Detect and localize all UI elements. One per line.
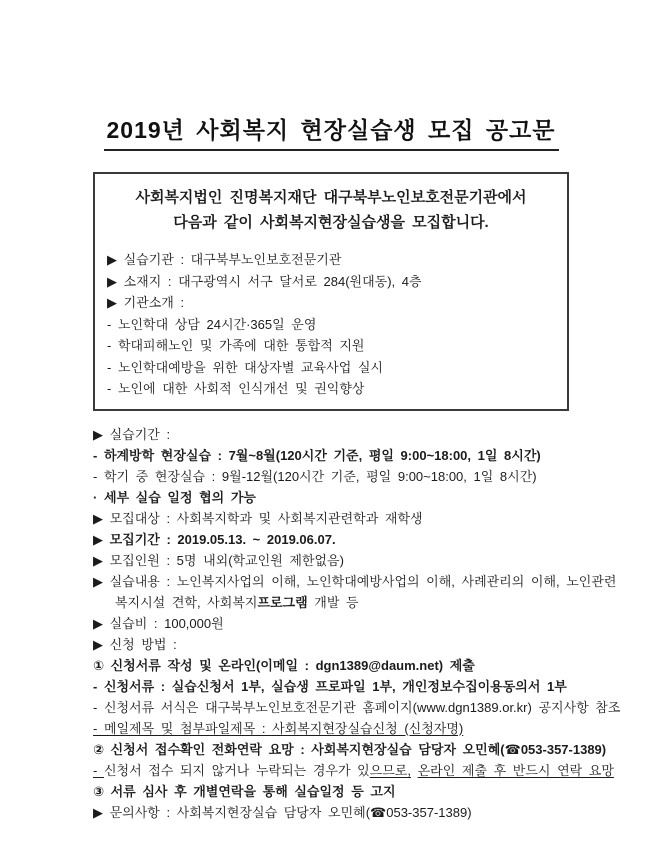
text-segment: - (93, 762, 104, 778)
text-segment: ① 신청서류 작성 및 온라인(이메일 : dgn1389@daum.net) 제출 (93, 657, 475, 673)
text-segment: - 노인에 대한 사회적 인식개선 및 권익향상 (107, 381, 365, 396)
text-segment: ▶ 기관소개 : (107, 295, 185, 310)
text-segment: ▶ 소재지 : 대구광역시 서구 달서로 284(원대동), 4층 (107, 273, 422, 289)
text-segment: ▶ 실습비 : 100,000원 (93, 615, 224, 631)
text-segment: ▶ 모집기간 : 2019.05.13. ~ 2019.06.07. (93, 531, 336, 547)
text-segment: 신청서 접수 되지 않거나 누락되는 경우가 있 (103, 762, 370, 778)
intro-box-line (107, 271, 555, 293)
body-line (93, 676, 569, 697)
text-segment: ▶ 문의사항 : 사회복지현장실습 담당자 오민혜(☎053-357-1389) (93, 804, 472, 820)
text-segment: - 신청서류 서식은 대구북부노인보호전문기관 홈페이지(www.dgn1389.or.kr) 공지사항 참조 (93, 699, 621, 715)
text-segment: ▶ 모집대상 : 사회복지학과 및 사회복지관련학과 재학생 (93, 510, 423, 526)
intro-box-lines (107, 249, 555, 400)
text-segment: - 노인학대예방을 위한 대상자별 교육사업 실시 (107, 359, 383, 375)
text-segment: ② 신청서 접수확인 전화연락 요망 : 사회복지현장실습 담당자 오민혜(☎053-357-1389) (93, 741, 607, 757)
text-segment: 온라인 제출 후 반드시 연락 요망 (417, 762, 614, 778)
body-line (93, 445, 569, 466)
body-line (93, 634, 569, 655)
intro-heading-line1: 사회복지법인 진명복지재단 대구북부노인보호전문기관에서 (135, 189, 527, 206)
body-line (93, 466, 569, 487)
intro-box-line (107, 357, 555, 379)
intro-box-line (107, 249, 555, 271)
body-line (93, 529, 569, 550)
text-segment: 복지시설 견학, 사회복지 (115, 594, 258, 610)
intro-heading-line2: 다음과 같이 사회복지현장실습생을 모집합니다. (173, 214, 489, 231)
text-segment: - 학대피해노인 및 가족에 대한 통합적 지원 (107, 338, 365, 353)
text-segment: 개발 등 (307, 594, 359, 610)
intro-box-heading (107, 185, 555, 235)
body-line (93, 655, 569, 676)
text-segment (411, 763, 418, 778)
intro-box-line (107, 314, 555, 336)
text-segment: - 노인학대 상담 24시간·365일 운영 (107, 316, 317, 332)
text-segment: - 하계방학 현장실습 : 7월~8월(120시간 기준, 평일 9:00~18:00, 1일 8시간) (93, 447, 541, 463)
body-line (93, 781, 569, 802)
text-segment: - 학기 중 현장실습 : 9월-12월(120시간 기준, 평일 9:00~18:00, 1일 8시간) (93, 468, 537, 484)
body-line (93, 550, 569, 571)
text-segment: ▶ 실습기간 : (93, 426, 171, 442)
intro-box (93, 172, 569, 411)
text-segment: · 세부 실습 일정 협의 가능 (93, 489, 256, 505)
intro-box-line (107, 335, 555, 357)
body-line (93, 508, 569, 529)
body-line (93, 424, 569, 445)
intro-box-line (107, 378, 555, 400)
text-segment: 으므로, (369, 762, 411, 778)
text-segment: ▶ 실습내용 : 노인복지사업의 이해, 노인학대예방사업의 이해, 사례관리의 이해, 노인관련 (93, 573, 617, 589)
text-segment: - 신청서류 : 실습신청서 1부, 실습생 프로파일 1부, 개인정보수집이용동의서 1부 (93, 678, 567, 694)
body-lines (93, 424, 621, 823)
body-line (93, 802, 569, 823)
body-line (93, 697, 621, 718)
body-line (93, 487, 569, 508)
body-line (93, 739, 607, 760)
text-segment: 프로그램 (257, 594, 308, 610)
document-title: 2019년 사회복지 현장실습생 모집 공고문 (104, 112, 559, 151)
text-segment: ▶ 실습기관 : 대구북부노인보호전문기관 (107, 252, 342, 267)
text-segment: ▶ 모집인원 : 5명 내외(학교인원 제한없음) (93, 552, 344, 568)
body-line (93, 571, 617, 613)
text-segment: ③ 서류 심사 후 개별연락을 통해 실습일정 등 고지 (93, 783, 396, 799)
text-segment: ▶ 신청 방법 : (93, 636, 177, 652)
body-line (93, 613, 569, 634)
body-line (93, 718, 569, 739)
text-segment: - 메일제목 및 첨부파일제목 : 사회복지현장실습신청 (신청자명) (93, 720, 464, 736)
intro-box-line (107, 292, 555, 314)
title-container (93, 112, 569, 151)
body-line (93, 760, 614, 781)
